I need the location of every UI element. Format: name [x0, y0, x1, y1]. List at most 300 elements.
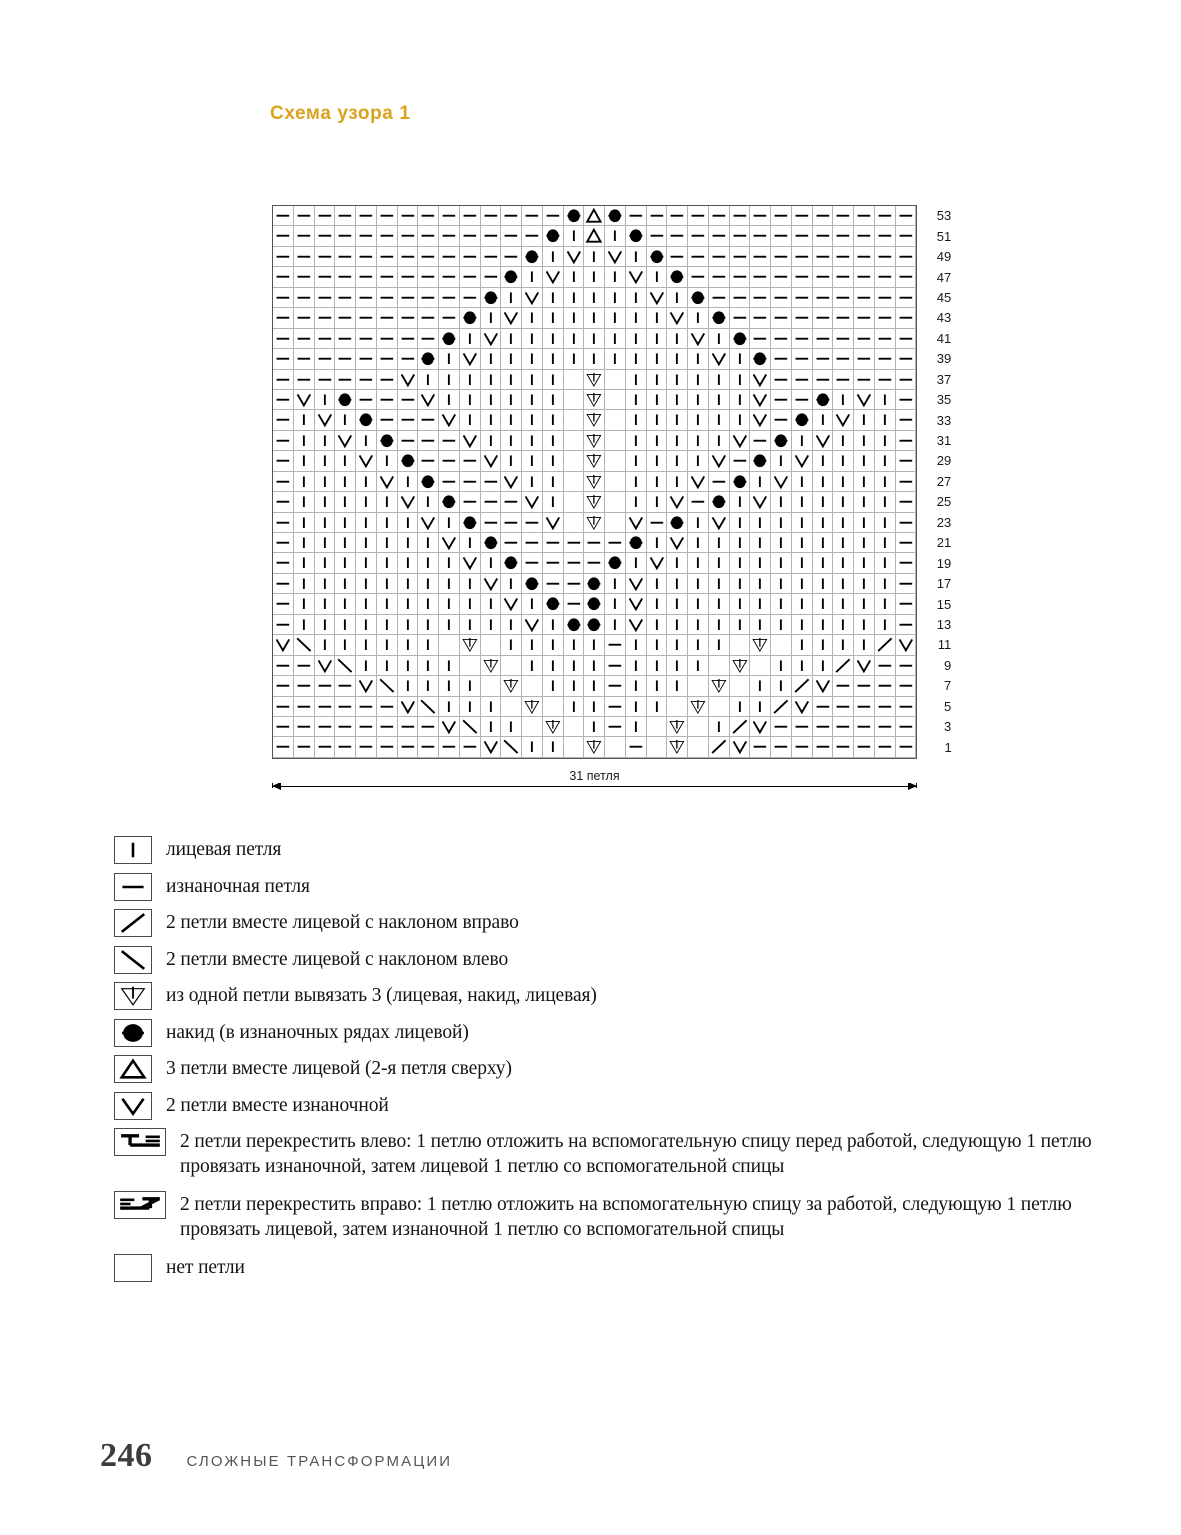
- chart-cell: [791, 287, 812, 307]
- chart-cell: [854, 349, 875, 369]
- chart-cell: [439, 594, 460, 614]
- chart-cell: [708, 676, 729, 696]
- chart-row: [273, 635, 958, 655]
- chart-cell: [522, 614, 543, 634]
- chart-cell: [791, 614, 812, 634]
- chart-cell: [688, 369, 709, 389]
- chart-width-measure: [272, 762, 917, 796]
- chart-row: [273, 267, 958, 287]
- chart-cell: [356, 716, 377, 736]
- chart-cell: [812, 349, 833, 369]
- chart-cell: [584, 512, 605, 532]
- chart-cell: [376, 553, 397, 573]
- chart-row: [273, 389, 958, 409]
- chart-cell: [688, 308, 709, 328]
- chart-cell: [791, 676, 812, 696]
- chart-cell: [833, 328, 854, 348]
- chart-cell: [356, 737, 377, 757]
- chart-cell: [522, 533, 543, 553]
- chart-cell: [667, 328, 688, 348]
- chart-cell: [750, 226, 771, 246]
- chart-cell: [729, 716, 750, 736]
- chart-cell: [791, 533, 812, 553]
- chart-cell: [646, 696, 667, 716]
- chart-cell: [895, 573, 916, 593]
- chart-cell: [273, 206, 294, 226]
- chart-row-number: 21: [916, 533, 958, 553]
- chart-cell: [771, 287, 792, 307]
- chart-cell: [563, 512, 584, 532]
- chart-cell: [646, 287, 667, 307]
- chart-cell: [418, 573, 439, 593]
- chart-cell: [397, 512, 418, 532]
- chart-cell: [791, 451, 812, 471]
- chart-cell: [335, 492, 356, 512]
- chart-cell: [356, 492, 377, 512]
- chart-cell: [833, 573, 854, 593]
- chart-cell: [273, 696, 294, 716]
- chart-cell: [874, 512, 895, 532]
- chart-cell: [729, 369, 750, 389]
- chart-cell: [273, 328, 294, 348]
- chart-cell: [314, 389, 335, 409]
- chart-cell: [874, 369, 895, 389]
- chart-cell: [335, 369, 356, 389]
- chart-cell: [605, 512, 626, 532]
- chart-cell: [646, 533, 667, 553]
- chart-cell: [376, 471, 397, 491]
- chart-cell: [584, 553, 605, 573]
- chart-cell: [314, 287, 335, 307]
- chart-cell: [397, 246, 418, 266]
- chart-cell: [874, 226, 895, 246]
- chart-cell: [605, 206, 626, 226]
- chart-cell: [273, 369, 294, 389]
- chart-cell: [459, 553, 480, 573]
- chart-cell: [874, 614, 895, 634]
- chart-cell: [812, 308, 833, 328]
- chart-cell: [667, 287, 688, 307]
- chart-cell: [854, 328, 875, 348]
- chart-cell: [563, 635, 584, 655]
- chart-row-number: 25: [916, 492, 958, 512]
- legend-symbol-p2tog-icon: [114, 1092, 152, 1120]
- chart-cell: [895, 308, 916, 328]
- chart-cell: [542, 512, 563, 532]
- chart-cell: [729, 573, 750, 593]
- chart-row-number: 1: [916, 737, 958, 757]
- chart-cell: [335, 471, 356, 491]
- chart-cell: [418, 635, 439, 655]
- chart-cell: [646, 512, 667, 532]
- chart-cell: [874, 553, 895, 573]
- chart-cell: [667, 553, 688, 573]
- chart-row-number: 49: [916, 246, 958, 266]
- chart-cell: [376, 206, 397, 226]
- chart-cell: [708, 471, 729, 491]
- chart-cell: [273, 676, 294, 696]
- chart-cell: [480, 328, 501, 348]
- chart-cell: [771, 369, 792, 389]
- chart-cell: [397, 389, 418, 409]
- chart-cell: [833, 430, 854, 450]
- chart-cell: [335, 737, 356, 757]
- chart-cell: [625, 696, 646, 716]
- chart-cell: [563, 410, 584, 430]
- chart-cell: [605, 369, 626, 389]
- chart-cell: [314, 246, 335, 266]
- chart-cell: [293, 573, 314, 593]
- chart-cell: [273, 267, 294, 287]
- chart-cell: [750, 533, 771, 553]
- chart-cell: [397, 206, 418, 226]
- chart-cell: [522, 655, 543, 675]
- chart-cell: [791, 492, 812, 512]
- chart-cell: [708, 737, 729, 757]
- chart-cell: [335, 410, 356, 430]
- chart-cell: [335, 676, 356, 696]
- chart-cell: [895, 451, 916, 471]
- chart-cell: [729, 246, 750, 266]
- chart-cell: [480, 492, 501, 512]
- chart-cell: [480, 267, 501, 287]
- chart-cell: [812, 410, 833, 430]
- chart-cell: [812, 451, 833, 471]
- chart-cell: [833, 410, 854, 430]
- chart-cell: [397, 226, 418, 246]
- chart-cell: [356, 573, 377, 593]
- chart-cell: [688, 655, 709, 675]
- chart-cell: [459, 267, 480, 287]
- chart-cell: [771, 328, 792, 348]
- legend-label: 2 петли перекрестить вправо: 1 петлю отложить на вспомогательную спицу за работой, следующую 1 петлю провязать лицевой, затем изнаночной 1 петлю со вспомогательной спицы: [180, 1194, 1072, 1240]
- chart-cell: [314, 635, 335, 655]
- chart-cell: [854, 471, 875, 491]
- chart-cell: [854, 696, 875, 716]
- chart-cell: [708, 206, 729, 226]
- chart-cell: [646, 614, 667, 634]
- chart-cell: [439, 512, 460, 532]
- chart-cell: [376, 328, 397, 348]
- chart-cell: [356, 471, 377, 491]
- chart-row: [273, 349, 958, 369]
- legend-label: накид (в изнаночных рядах лицевой): [166, 1021, 469, 1043]
- chart-cell: [314, 737, 335, 757]
- chart-cell: [459, 573, 480, 593]
- chart-row-number: 9: [916, 655, 958, 675]
- chart-cell: [812, 716, 833, 736]
- chart-cell: [459, 492, 480, 512]
- chart-cell: [812, 206, 833, 226]
- chart-cell: [439, 389, 460, 409]
- chart-cell: [356, 267, 377, 287]
- chart-cell: [874, 573, 895, 593]
- chart-cell: [273, 410, 294, 430]
- chart-cell: [480, 594, 501, 614]
- chart-cell: [605, 287, 626, 307]
- chart-cell: [542, 206, 563, 226]
- chart-cell: [273, 512, 294, 532]
- chart-cell: [273, 430, 294, 450]
- chart-cell: [314, 512, 335, 532]
- chart-cell: [625, 471, 646, 491]
- chart-cell: [812, 512, 833, 532]
- chart-cell: [791, 349, 812, 369]
- chart-cell: [439, 328, 460, 348]
- chart-cell: [356, 328, 377, 348]
- chart-cell: [791, 553, 812, 573]
- chart-cell: [812, 737, 833, 757]
- chart-cell: [542, 226, 563, 246]
- chart-cell: [501, 349, 522, 369]
- chart-cell: [335, 716, 356, 736]
- chart-cell: [688, 533, 709, 553]
- chart-cell: [542, 594, 563, 614]
- chart-cell: [750, 553, 771, 573]
- chart-cell: [688, 594, 709, 614]
- chart-cell: [522, 635, 543, 655]
- chart-cell: [293, 430, 314, 450]
- chart-cell: [314, 533, 335, 553]
- chart-cell: [895, 696, 916, 716]
- chart-cell: [688, 573, 709, 593]
- chart-cell: [646, 716, 667, 736]
- chart-cell: [439, 635, 460, 655]
- chart-cell: [563, 492, 584, 512]
- chart-cell: [356, 410, 377, 430]
- chart-cell: [771, 389, 792, 409]
- chart-cell: [605, 492, 626, 512]
- chart-cell: [542, 635, 563, 655]
- chart-cell: [625, 349, 646, 369]
- chart-cell: [522, 676, 543, 696]
- chart-cell: [418, 533, 439, 553]
- chart-cell: [729, 328, 750, 348]
- chart-cell: [646, 553, 667, 573]
- chart-cell: [729, 492, 750, 512]
- chart-cell: [688, 226, 709, 246]
- chart-cell: [729, 287, 750, 307]
- chart-cell: [688, 206, 709, 226]
- chart-cell: [376, 655, 397, 675]
- chart-cell: [501, 328, 522, 348]
- chart-cell: [667, 512, 688, 532]
- chart-cell: [501, 308, 522, 328]
- chart-cell: [646, 369, 667, 389]
- chart-cell: [397, 614, 418, 634]
- chart-cell: [667, 471, 688, 491]
- chart-cell: [293, 451, 314, 471]
- chart-cell: [605, 737, 626, 757]
- chart-cell: [293, 655, 314, 675]
- chart-cell: [708, 635, 729, 655]
- chart-cell: [833, 696, 854, 716]
- chart-cell: [750, 696, 771, 716]
- chart-cell: [542, 614, 563, 634]
- chart-cell: [501, 451, 522, 471]
- legend-symbol-k2tog_r-icon: [114, 909, 152, 937]
- chart-cell: [314, 328, 335, 348]
- chart-cell: [625, 492, 646, 512]
- chart-cell: [522, 451, 543, 471]
- chart-cell: [874, 267, 895, 287]
- legend-label: 2 петли вместе изнаночной: [166, 1094, 389, 1116]
- chart-cell: [750, 246, 771, 266]
- chart-cell: [833, 553, 854, 573]
- chart-cell: [625, 308, 646, 328]
- chart-cell: [750, 328, 771, 348]
- chart-cell: [501, 573, 522, 593]
- chart-cell: [750, 573, 771, 593]
- chart-cell: [522, 716, 543, 736]
- chart-cell: [833, 308, 854, 328]
- chart-cell: [522, 594, 543, 614]
- legend-label: 2 петли вместе лицевой с наклоном влево: [166, 948, 509, 970]
- chart-cell: [854, 389, 875, 409]
- chart-cell: [273, 594, 294, 614]
- chart-cell: [314, 553, 335, 573]
- chart-cell: [397, 471, 418, 491]
- chart-cell: [522, 553, 543, 573]
- chart-cell: [314, 614, 335, 634]
- chart-cell: [459, 655, 480, 675]
- chart-cell: [646, 308, 667, 328]
- chart-cell: [729, 737, 750, 757]
- chart-cell: [376, 635, 397, 655]
- chart-cell: [480, 471, 501, 491]
- chart-cell: [771, 676, 792, 696]
- chart-cell: [750, 676, 771, 696]
- chart-cell: [356, 226, 377, 246]
- chart-cell: [397, 655, 418, 675]
- chart-cell: [646, 349, 667, 369]
- chart-cell: [812, 655, 833, 675]
- measure-line: [272, 786, 917, 787]
- chart-cell: [625, 246, 646, 266]
- chart-cell: [750, 655, 771, 675]
- chart-cell: [335, 451, 356, 471]
- chart-cell: [542, 349, 563, 369]
- chart-cell: [501, 226, 522, 246]
- chart-cell: [335, 267, 356, 287]
- chart-cell: [293, 206, 314, 226]
- chart-cell: [356, 206, 377, 226]
- chart-cell: [625, 226, 646, 246]
- chart-cell: [376, 369, 397, 389]
- chart-cell: [646, 594, 667, 614]
- chart-cell: [273, 471, 294, 491]
- chart-cell: [729, 533, 750, 553]
- chart-cell: [480, 349, 501, 369]
- chart-cell: [459, 533, 480, 553]
- chart-cell: [771, 655, 792, 675]
- chart-cell: [293, 349, 314, 369]
- chart-cell: [688, 328, 709, 348]
- chart-cell: [314, 206, 335, 226]
- chart-cell: [874, 410, 895, 430]
- chart-cell: [314, 349, 335, 369]
- chart-cell: [625, 369, 646, 389]
- legend-row: [114, 1128, 1104, 1179]
- chart-cell: [667, 492, 688, 512]
- chart-cell: [376, 492, 397, 512]
- chart-cell: [791, 737, 812, 757]
- chart-cell: [708, 573, 729, 593]
- chart-cell: [750, 716, 771, 736]
- chart-row: [273, 594, 958, 614]
- chart-cell: [397, 635, 418, 655]
- chart-cell: [625, 533, 646, 553]
- chart-cell: [376, 349, 397, 369]
- chart-cell: [688, 716, 709, 736]
- chart-cell: [605, 533, 626, 553]
- chart-cell: [833, 533, 854, 553]
- chart-cell: [729, 512, 750, 532]
- chart-row-number: 13: [916, 614, 958, 634]
- chart-cell: [418, 328, 439, 348]
- chart-cell: [314, 655, 335, 675]
- chart-cell: [563, 206, 584, 226]
- chart-cell: [708, 594, 729, 614]
- chart-cell: [376, 226, 397, 246]
- chart-cell: [812, 696, 833, 716]
- chart-cell: [356, 512, 377, 532]
- chart-row-number: 47: [916, 267, 958, 287]
- chart-cell: [646, 635, 667, 655]
- chart-cell: [688, 696, 709, 716]
- chart-cell: [708, 451, 729, 471]
- chart-cell: [584, 328, 605, 348]
- chart-cell: [605, 328, 626, 348]
- chart-cell: [335, 696, 356, 716]
- chart-row-number: 5: [916, 696, 958, 716]
- chart-cell: [895, 471, 916, 491]
- chart-cell: [314, 696, 335, 716]
- chart-cell: [563, 451, 584, 471]
- chart-cell: [376, 287, 397, 307]
- chart-cell: [750, 369, 771, 389]
- chart-cell: [501, 676, 522, 696]
- chart-row: [273, 287, 958, 307]
- chart-cell: [729, 430, 750, 450]
- chart-cell: [480, 676, 501, 696]
- chart-cell: [854, 369, 875, 389]
- chart-cell: [854, 287, 875, 307]
- chart-cell: [501, 471, 522, 491]
- chart-row-number: 11: [916, 635, 958, 655]
- chart-cell: [667, 389, 688, 409]
- chart-cell: [293, 696, 314, 716]
- chart-cell: [791, 573, 812, 593]
- chart-cell: [522, 410, 543, 430]
- chart-row-number: 3: [916, 716, 958, 736]
- chart-cell: [418, 553, 439, 573]
- chart-cell: [293, 246, 314, 266]
- chart-cell: [563, 430, 584, 450]
- chart-cell: [584, 430, 605, 450]
- chart-cell: [480, 614, 501, 634]
- chart-row: [273, 614, 958, 634]
- chart-row-number: 27: [916, 471, 958, 491]
- chart-cell: [563, 696, 584, 716]
- chart-cell: [563, 369, 584, 389]
- chart-cell: [542, 389, 563, 409]
- chart-cell: [708, 553, 729, 573]
- chart-row: [273, 696, 958, 716]
- chart-cell: [874, 308, 895, 328]
- chart-cell: [667, 430, 688, 450]
- chart-cell: [480, 206, 501, 226]
